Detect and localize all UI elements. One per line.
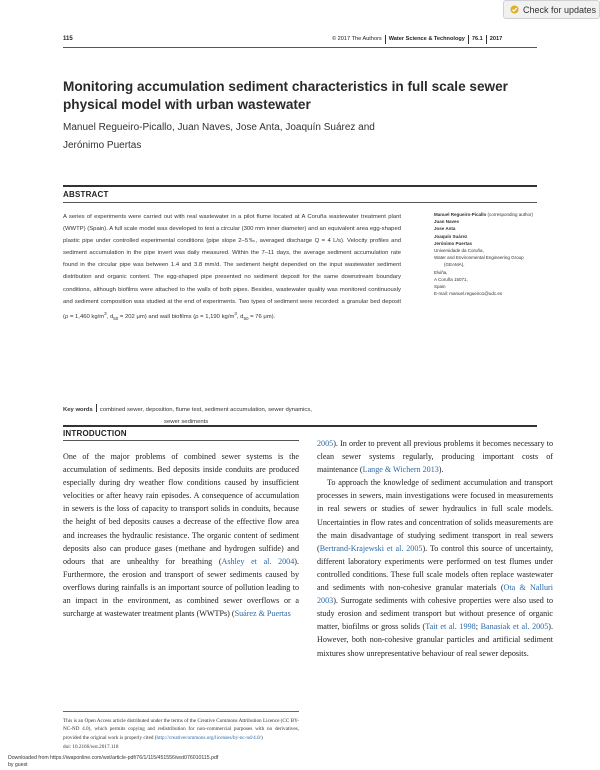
keywords-line2: sewer sediments bbox=[164, 419, 209, 425]
paragraph: To approach the knowledge of sediment accumulation and transport processes in sewers, main investigations were focused in measurements in real sewers or studies of sewer hydraulics in full scale models. Uncertainties in flow rates and concentration of solids measurements are the main disadvantage of studying sediment transport in real sewers (Bertrand-Krajewski et al. 2005). To control this source of uncertainty, different laboratory experiments were performed on test flumes under controlled conditions. These full scale models often replace wastewater and sediments with non-cohesive granular materials (Ota & Nalluri 2003). Surrogate sediments with cohesive properties were also used to study erosion and sediment transport but without presence of organic matter, biofilms or gross solids (Tait et al. 1998; Banasiak et al. 2005). However, both non-cohesive granular particles and artificial sediment mixtures show unrepresentative behaviour of real sewer deposits. bbox=[317, 478, 553, 658]
affiliation-email[interactable]: E-mail: manuel.regueiro1@udc.es bbox=[434, 291, 503, 297]
check-updates-icon bbox=[510, 5, 519, 14]
doi: doi: 10.2166/wst.2017.118 bbox=[63, 744, 119, 750]
license-link[interactable]: http://creativecommons.org/licenses/by-nc-nd/4.0/ bbox=[156, 734, 261, 741]
reference-link[interactable]: Ashley et al. 2004 bbox=[221, 556, 295, 566]
affiliation-line: Spain bbox=[434, 284, 446, 290]
author-list: Manuel Regueiro-Picallo, Juan Naves, Jose Anta, Joaquín Suárez and Jerónimo Puertas bbox=[63, 122, 375, 151]
copyright-text: © 2017 The Authors bbox=[332, 36, 382, 42]
download-footer-line: by guest bbox=[8, 762, 28, 768]
author-name: Juan Naves bbox=[434, 219, 460, 225]
introduction-heading: INTRODUCTION bbox=[63, 429, 127, 438]
reference-link[interactable]: 2005 bbox=[317, 439, 334, 448]
page-number: 115 bbox=[63, 36, 73, 42]
header-rule bbox=[63, 47, 537, 48]
abstract-text: A series of experiments were carried out with real wastewater in a pilot flume located at A Coruña wastewater treatment plant (WWTP) (Spain). A full scale model was developed to test a circular (300 mm inner diameter) and an equivalent area egg-shaped plastic pipe under controlled experimental conditions (pipe slope 2–5‰, averaged discharge Q = 4 L/s). Velocity profiles and sediment accumulation in the pipe invert was daily measured. Within the 7–11 days, the average sediment accumulation rate found in the circular pipe was between 1.4 and 3.8 mm/d. The sediment height depended on the input wastewater sediment distribution and organic content. The egg-shaped pipe presented no sediment deposit for the same downstream boundary conditions, although biofilms were attached to the walls of both pipes. Besides, wastewater quality was monitored continuously and sediment composition was studied at the end of experiments. Two types of sediment were recorded: a granular bed deposit (ρ = 1,460 $kg/m^3$, $d_{50} = 202$ μm) and wall biofilms (ρ = 1,190 $kg/m^3$, $d_{50} = 76$ μm). bbox=[63, 214, 401, 321]
paper-title: Monitoring accumulation sediment characteristics in full scale sewer physical model with urban wastewater bbox=[63, 79, 508, 112]
abstract-heading-rule bbox=[63, 202, 537, 203]
author-name: Jerónimo Puertas bbox=[434, 240, 473, 246]
abstract-heading: ABSTRACT bbox=[63, 190, 109, 199]
download-footer-line[interactable]: Downloaded from https://iwaponline.com/wst/article-pdf/76/1/115/451556/wst076010115.pdf bbox=[8, 755, 219, 761]
author-name: Joaquín Suárez bbox=[434, 233, 468, 239]
abstract-rule bbox=[63, 185, 537, 187]
corresponding-note: (corresponding author) bbox=[486, 212, 534, 217]
journal-volume: 76.1 bbox=[471, 36, 483, 42]
running-header bbox=[332, 34, 502, 44]
header-separator bbox=[468, 35, 469, 44]
reference-link[interactable]: Ota & Nalluri 2003 bbox=[317, 583, 553, 606]
affiliation-line: (GEAMA), bbox=[444, 262, 465, 268]
reference-link[interactable]: Tait et al. 1998 bbox=[425, 622, 476, 632]
introduction-left-column: One of the major problems of combined sewer systems is the accumulation of sediments. Bed deposits inside conduits are produced especially during dry weather flow conditions caused by insufficient velocities or after heavy rain episodes. A consequence of accumulation in sewers is the loss of capacity to transport solids in conduits, because the height of bed deposits causes a decrease of the effective flow area and increases the hydraulic resistance. The organic content of sediment deposits also can produce gases (methane and hydrogen sulfide) and odours that are unhealthy for breathing (Ashley et al. 2004). Furthermore, the erosion and transport of sewer sediments caused by overflows during rainfalls is an important source of pollution leading to an impact in the environment, as combined sewer overflows or a surcharge at wastewater treatment plants (WWTPs) (Suárez & Puertas bbox=[63, 452, 299, 619]
check-for-updates-label: Check for updates bbox=[523, 4, 597, 15]
introduction-rule bbox=[63, 425, 537, 427]
author-name: Jose Anta bbox=[434, 226, 456, 232]
author-name: Manuel Regueiro-Picallo bbox=[434, 212, 487, 217]
reference-link[interactable]: Bertrand-Krajewski et al. 2005 bbox=[319, 543, 423, 553]
affiliation-line: Universidade da Coruña, bbox=[434, 248, 484, 254]
affiliation-line: Elviña, bbox=[434, 269, 448, 275]
paragraph: 2005). In order to prevent all previous problems it becomes necessary to clean sewer systems regularly, producing important costs of maintenance (Lange & Wichern 2013). bbox=[317, 439, 553, 475]
affiliation-line: Water and Environmental Engineering Group bbox=[434, 255, 524, 261]
affiliation-line: A Coruña 15071, bbox=[434, 276, 468, 282]
keywords-separator bbox=[96, 404, 97, 412]
license-rule bbox=[63, 711, 299, 712]
header-separator bbox=[385, 35, 386, 44]
keywords-label: Key words bbox=[63, 407, 93, 413]
reference-link[interactable]: Banasiak et al. 2005 bbox=[480, 622, 549, 632]
introduction-heading-rule bbox=[63, 440, 299, 441]
check-for-updates-badge[interactable] bbox=[503, 0, 600, 19]
journal-year: 2017 bbox=[489, 36, 503, 42]
reference-link[interactable]: Suárez & Puertas bbox=[234, 609, 291, 619]
download-footer bbox=[8, 755, 218, 769]
introduction-right-column bbox=[317, 437, 553, 660]
journal-name: Water Science & Technology bbox=[388, 36, 465, 42]
reference-link[interactable]: Lange & Wichern 2013 bbox=[362, 465, 439, 475]
license-text: This is an Open Access article distributed under the terms of the Creative Commons Attribution Licence (CC BY-NC-ND 4.0), which permits copying and redistribution for non-commercial purposes with no derivatives, provided the original work is properly cited (http://creativecommons.org/licenses/by-nc-nd/4.0/) bbox=[63, 718, 299, 741]
header-separator bbox=[486, 35, 487, 44]
affiliation-block bbox=[434, 211, 574, 297]
keywords-line1: combined sewer, deposition, flume test, sediment accumulation, sewer dynamics, bbox=[99, 407, 312, 413]
